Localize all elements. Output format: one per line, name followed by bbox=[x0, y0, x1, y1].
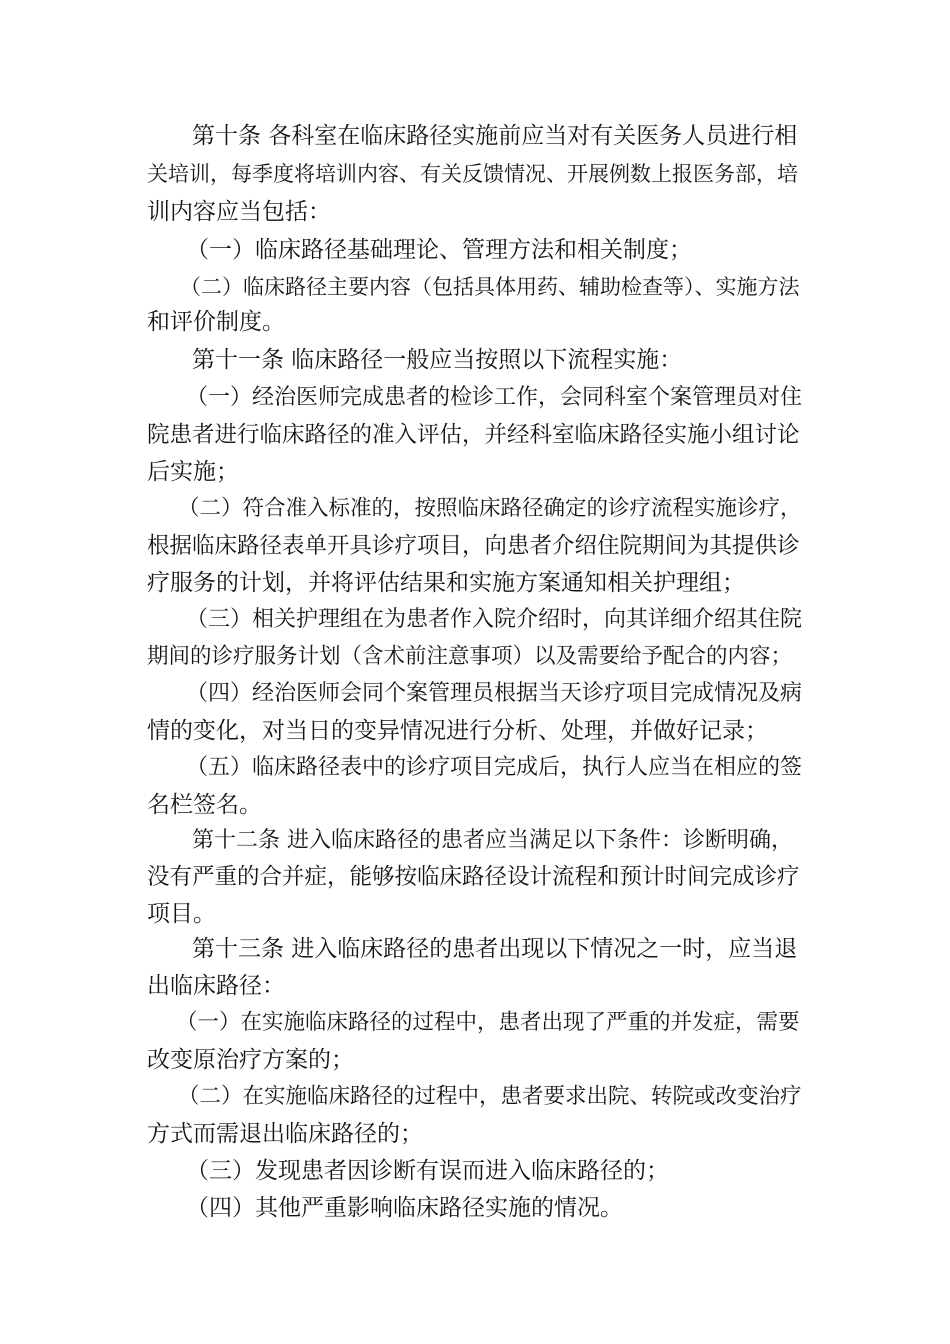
article-10-line-3: 训内容应当包括： bbox=[147, 199, 331, 225]
article-11-item-1: （一）经治医师完成患者的检诊工作，会同科室个案管理员对住 bbox=[186, 385, 803, 410]
article-12-line-2: 没有严重的合并症，能够按临床路径设计流程和预计时间完成诊疗 bbox=[147, 864, 800, 890]
article-11-item-4-cont: 情的变化，对当日的变异情况进行分析、处理，并做好记录； bbox=[147, 718, 768, 744]
article-13-item-1: （一）在实施临床路径的过程中，患者出现了严重的并发症，需要 bbox=[176, 1010, 800, 1035]
article-11-item-1-cont-2: 后实施； bbox=[147, 459, 239, 485]
article-10-heading-line: 第十条 各科室在临床路径实施前应当对有关医务人员进行相 bbox=[192, 123, 798, 149]
article-11-item-2-cont-1: 根据临床路径表单开具诊疗项目，向患者介绍住院期间为其提供诊 bbox=[147, 533, 800, 559]
article-12-heading-line: 第十二条 进入临床路径的患者应当满足以下条件：诊断明确， bbox=[192, 828, 793, 853]
article-10-item-2-cont: 和评价制度。 bbox=[147, 309, 285, 335]
article-11-item-5-cont: 名栏签名。 bbox=[147, 792, 262, 818]
article-13-heading-line: 第十三条 进入临床路径的患者出现以下情况之一时，应当退 bbox=[192, 936, 798, 962]
article-11-item-4: （四）经治医师会同个案管理员根据当天诊疗项目完成情况及病 bbox=[186, 681, 803, 706]
article-13-item-3: （三）发现患者因诊断有误而进入临床路径的； bbox=[186, 1158, 669, 1184]
article-10-item-2: （二）临床路径主要内容（包括具体用药、辅助检查等）、实施方法 bbox=[180, 275, 800, 299]
article-11-item-2: （二）符合准入标准的，按照临床路径确定的诊疗流程实施诊疗， bbox=[178, 496, 802, 521]
article-11-item-5: （五）临床路径表中的诊疗项目完成后，执行人应当在相应的签 bbox=[186, 755, 803, 780]
article-10-item-1: （一）临床路径基础理论、管理方法和相关制度； bbox=[186, 237, 692, 263]
article-11-item-3-cont: 期间的诊疗服务计划（含术前注意事项）以及需要给予配合的内容； bbox=[147, 644, 793, 669]
article-13-item-1-cont: 改变原治疗方案的； bbox=[147, 1047, 354, 1073]
article-11-item-3: （三）相关护理组在为患者作入院介绍时，向其详细介绍其住院 bbox=[186, 607, 803, 632]
article-13-item-2-cont: 方式而需退出临床路径的； bbox=[147, 1121, 423, 1147]
article-13-line-2: 出临床路径： bbox=[147, 973, 285, 999]
article-11-heading-line: 第十一条 临床路径一般应当按照以下流程实施： bbox=[192, 347, 683, 373]
article-12-line-3: 项目。 bbox=[147, 901, 216, 927]
article-10-line-2: 关培训，每季度将培训内容、有关反馈情况、开展例数上报医务部，培 bbox=[147, 162, 798, 186]
article-11-item-1-cont-1: 院患者进行临床路径的准入评估，并经科室临床路径实施小组讨论 bbox=[147, 422, 800, 448]
article-13-item-2: （二）在实施临床路径的过程中，患者要求出院、转院或改变治疗 bbox=[178, 1084, 802, 1109]
article-11-item-2-cont-2: 疗服务的计划，并将评估结果和实施方案通知相关护理组； bbox=[147, 570, 745, 596]
article-13-item-4: （四）其他严重影响临床路径实施的情况。 bbox=[186, 1195, 623, 1221]
